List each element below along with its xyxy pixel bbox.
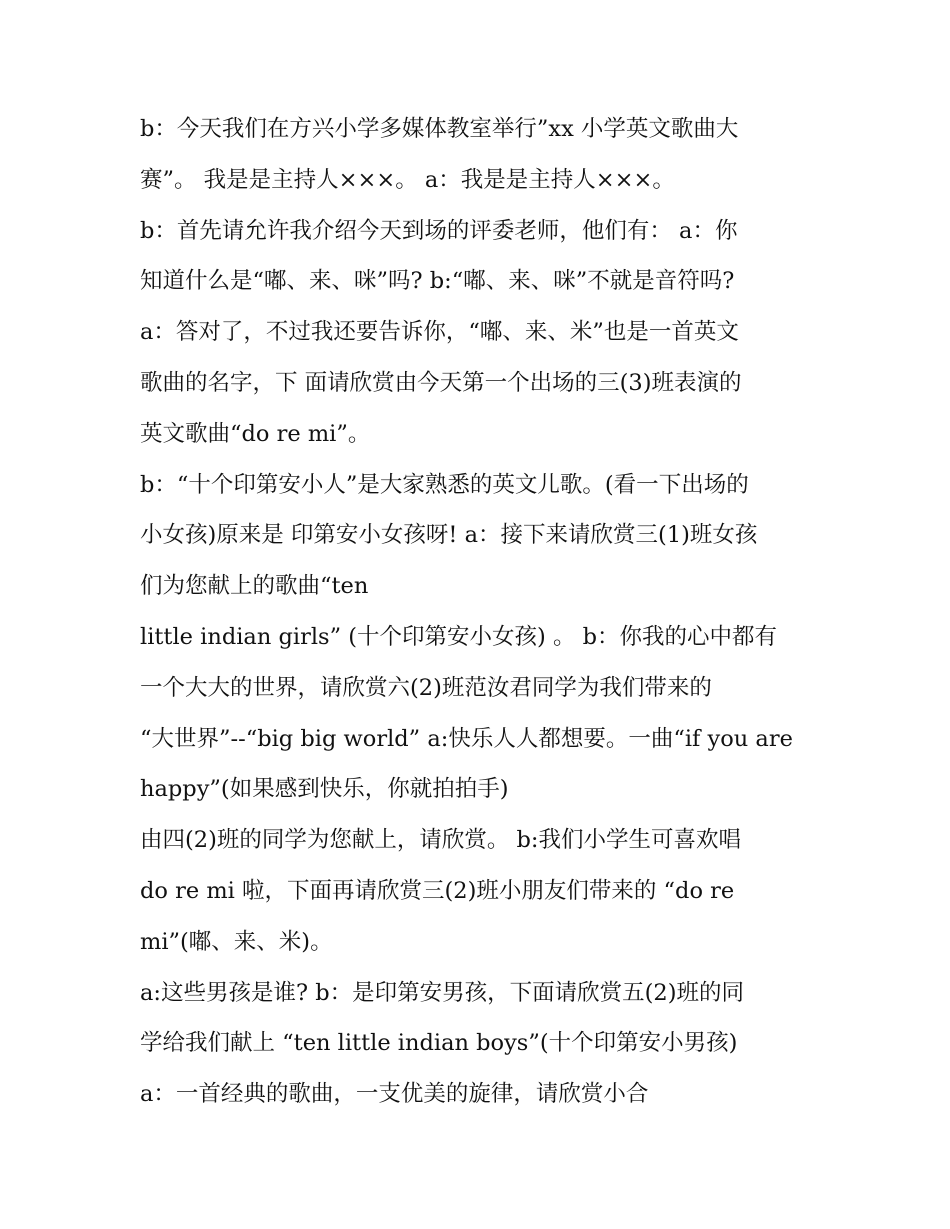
document-body [140, 104, 820, 1120]
text-line: 赛”。 我是是主持人×××。 a：我是是主持人×××。 [140, 166, 675, 193]
text-line: a:这些男孩是谁? b：是印第安男孩，下面请欣赏五(2)班的同 [140, 979, 744, 1006]
text-line: b：“十个印第安小人”是大家熟悉的英文儿歌。(看一下出场的 [140, 471, 749, 498]
text-line: “大世界”--“big big world” a:快乐人人都想要。一曲“if you are [140, 725, 793, 752]
text-line: 由四(2)班的同学为您献上，请欣赏。 b:我们小学生可喜欢唱 [140, 827, 742, 854]
text-line: 们为您献上的歌曲“ten [140, 573, 369, 600]
text-line: do re mi 啦，下面再请欣赏三(2)班小朋友们带来的 “do re [140, 877, 735, 904]
text-line: b：今天我们在方兴小学多媒体教室举行”xx 小学英文歌曲大 [140, 116, 739, 142]
text-line: 英文歌曲“do re mi”。 [140, 420, 371, 447]
text-line: mi”(嘟、来、米)。 [140, 928, 333, 955]
text-line: b：首先请允许我介绍今天到场的评委老师，他们有： a：你 [140, 217, 738, 244]
text-line: a：一首经典的歌曲，一支优美的旋律，请欣赏小合 [140, 1081, 649, 1108]
text-line: 知道什么是“嘟、来、咪”吗? b:“嘟、来、咪”不就是音符吗? [140, 268, 735, 295]
text-line: 歌曲的名字，下 面请欣赏由今天第一个出场的三(3)班表演的 [140, 369, 742, 396]
text-line: 小女孩)原来是 印第安小女孩呀! a：接下来请欣赏三(1)班女孩 [140, 522, 758, 549]
text-line: 学给我们献上 “ten little indian boys”(十个印第安小男孩) [140, 1030, 738, 1057]
text-line: happy”(如果感到快乐，你就拍拍手) [140, 776, 509, 803]
text-line: little indian girls” (十个印第安小女孩) 。 b：你我的心中都有 [140, 623, 777, 650]
text-line: a：答对了，不过我还要告诉你，“嘟、来、米”也是一首英文 [140, 319, 739, 346]
text-line: 一个大大的世界，请欣赏六(2)班范汝君同学为我们带来的 [140, 674, 712, 701]
